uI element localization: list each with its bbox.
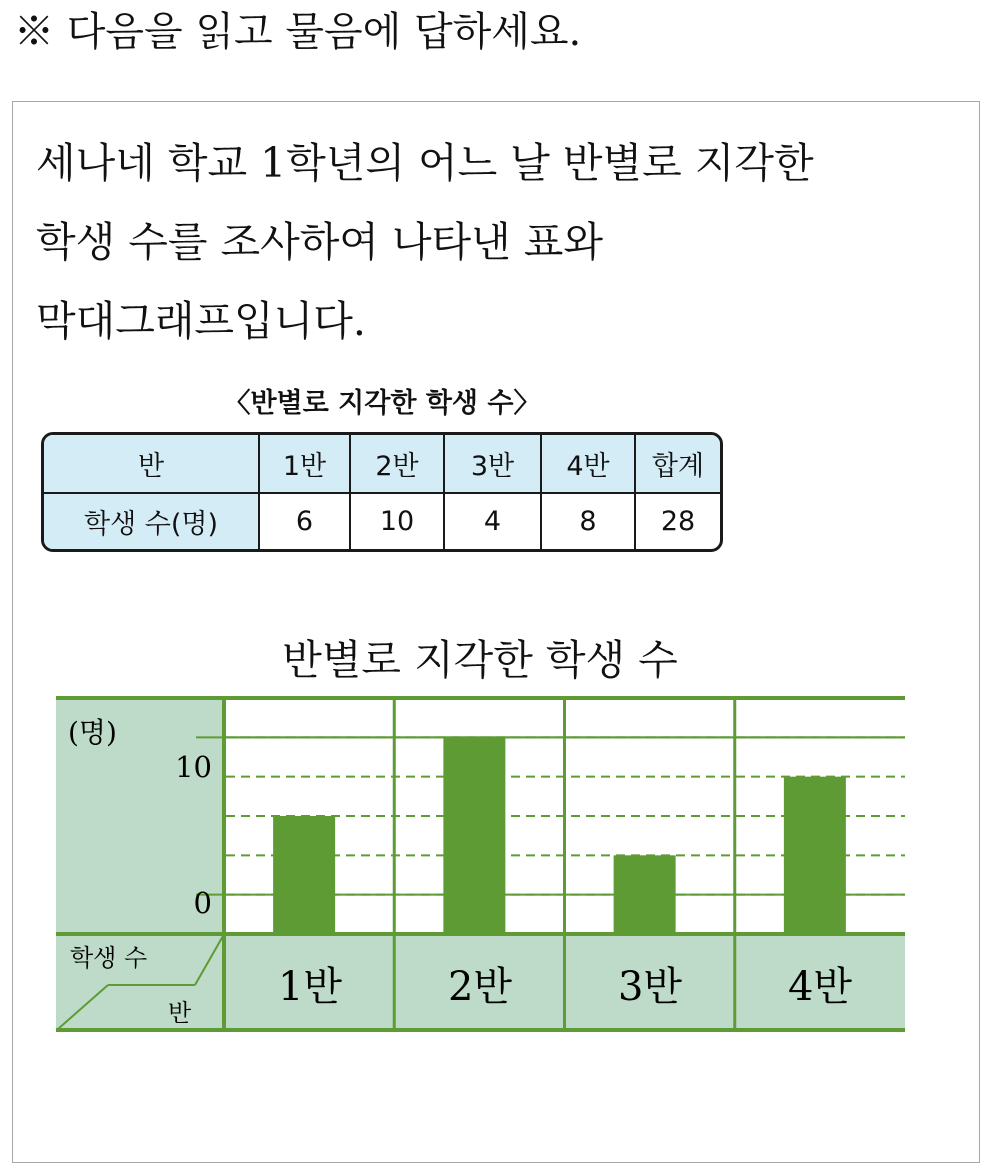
table-cell: 10 [351, 494, 445, 549]
y-tick-label: 0 [193, 886, 212, 920]
x-category-label: 1반 [277, 964, 343, 1010]
table-cell: 4 [445, 494, 542, 549]
passage-line-2: 학생 수를 조사하여 나타낸 표와 [36, 218, 604, 266]
x-category-label: 2반 [447, 964, 513, 1010]
x-category-label: 4반 [787, 964, 853, 1010]
bars [273, 737, 846, 934]
table-header-cell: 1반 [260, 435, 351, 494]
chart-title: 반별로 지각한 학생 수 [282, 636, 678, 684]
y-tick-label: 10 [175, 750, 212, 784]
bar-1 [273, 816, 335, 934]
x-category-label: 3반 [617, 964, 683, 1010]
table-cell: 8 [542, 494, 636, 549]
corner-label-top: 학생 수 [70, 944, 148, 972]
table-title: 〈반별로 지각한 학생 수〉 [223, 388, 541, 419]
table-header-cell: 합계 [636, 435, 720, 494]
corner-label-bottom: 반 [168, 999, 192, 1027]
table-row-label: 학생 수(명) [44, 494, 260, 549]
passage-line-1: 세나네 학교 1학년의 어느 날 반별로 지각한 [36, 139, 814, 187]
table-header-cell: 4반 [542, 435, 636, 494]
bar-3 [614, 855, 676, 934]
y-unit-label: (명) [68, 716, 117, 749]
bar-2 [443, 737, 505, 934]
table-header-cell: 2반 [351, 435, 445, 494]
instruction-text: ※ 다음을 읽고 물음에 답하세요. [14, 9, 582, 55]
table-cell: 28 [660, 506, 696, 537]
table-cell: 6 [260, 494, 351, 549]
passage-line-3: 막대그래프입니다. [36, 297, 366, 345]
bar-4 [784, 777, 846, 934]
table-header-cell: 반 [44, 435, 260, 494]
table-header-cell: 3반 [445, 435, 542, 494]
